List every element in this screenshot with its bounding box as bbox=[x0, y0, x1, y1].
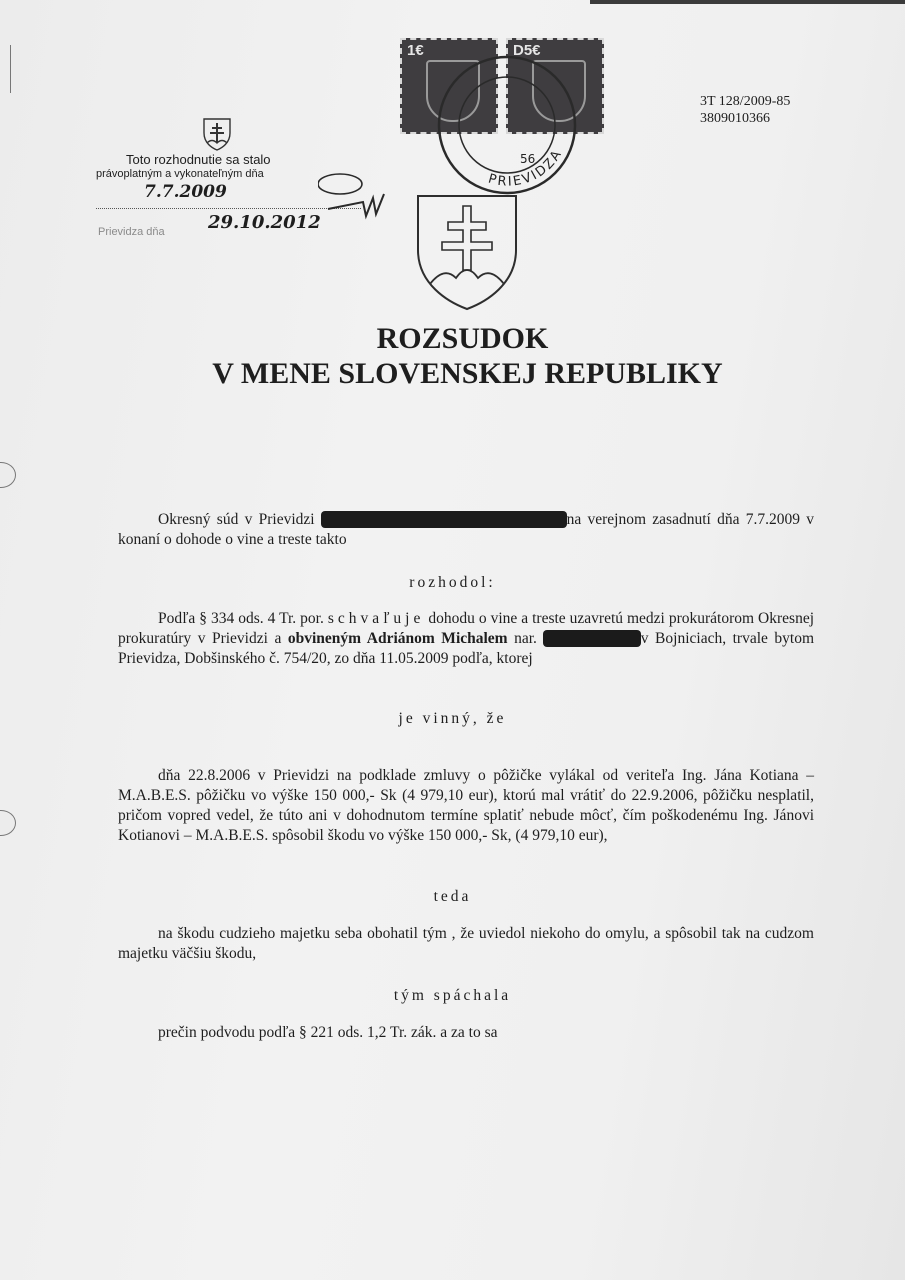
document-subtitle: V MENE SLOVENSKEJ REPUBLIKY bbox=[212, 357, 723, 390]
approval-text-c: nar. bbox=[514, 630, 537, 647]
facts-paragraph bbox=[118, 766, 814, 846]
offense-paragraph bbox=[118, 1023, 814, 1043]
validity-place-label: Prievidza dňa bbox=[98, 226, 165, 238]
small-coat-of-arms-icon bbox=[202, 117, 232, 151]
intro-text-a: Okresný súd v Prievidzi bbox=[158, 511, 315, 528]
margin-mark bbox=[10, 45, 15, 93]
intro-paragraph bbox=[118, 510, 814, 550]
validity-clause bbox=[88, 150, 388, 250]
file-number: 3809010366 bbox=[700, 111, 770, 126]
postmark-icon bbox=[425, 45, 585, 195]
thus-heading: teda bbox=[433, 888, 472, 905]
validity-date-handwritten: 7.7.2009 bbox=[144, 182, 227, 202]
postmark-number: 56 bbox=[520, 152, 536, 166]
thus-paragraph bbox=[118, 924, 814, 964]
intro-text-b: na verejnom zasadnutí dňa 7.7.2009 v konaní o dohode o vine a treste takto bbox=[118, 511, 815, 548]
background-edge bbox=[590, 0, 905, 4]
case-number: 3T 128/2009-85 bbox=[700, 94, 791, 109]
accused-name: obvineným Adriánom Michalem bbox=[287, 630, 508, 647]
redacted-judge-name bbox=[321, 511, 567, 528]
guilty-heading: je vinný, že bbox=[398, 710, 507, 727]
redacted-birth-date bbox=[543, 630, 640, 647]
case-number-block bbox=[700, 93, 790, 127]
coat-of-arms-icon bbox=[414, 192, 520, 312]
validity-line-2: právoplatným a vykonateľným dňa bbox=[96, 168, 264, 180]
thus-text: na škodu cudzieho majetku seba obohatil tým , že uviedol niekoho do omylu, a spôsobil tak na cudzom majetku väčšiu škodu, bbox=[118, 925, 814, 962]
approval-paragraph bbox=[118, 609, 814, 669]
facts-text: dňa 22.8.2006 v Prievidzi na podklade zmluvy o pôžičke vylákal od veriteľa Ing. Jána Kotiana – M.A.B.E.S. pôžičku vo výške 150 000,- Sk (4 979,10 eur), ktorú mal vrátiť do 22.9.2006, pôžičku nesplatil, pričom vopred vedel, že túto ani v dohodnutom termíne splatiť nebude môcť, čím poškodenému Ing. Jánovi Kotianovi – M.A.B.E.S. spôsobil škodu vo výške 150 000,- Sk, (4 979,10 eur), bbox=[118, 767, 814, 844]
punch-hole-top bbox=[0, 462, 16, 488]
offense-text: prečin podvodu podľa § 221 ods. 1,2 Tr. zák. a za to sa bbox=[158, 1024, 498, 1041]
approval-text-d: v Bojniciach, trvale bytom Prievidza, Dobšinského č. 754/20, zo dňa 11.05.2009 podľa, ktorej bbox=[118, 630, 815, 667]
document-title: ROZSUDOK bbox=[376, 322, 549, 355]
punch-hole-bottom bbox=[0, 810, 16, 836]
stamp-value-2: D5€ bbox=[513, 42, 541, 59]
approval-text-a: Podľa § 334 ods. 4 Tr. por. bbox=[158, 610, 324, 627]
stamp-value-1: 1€ bbox=[407, 42, 424, 59]
committed-heading: tým spáchala bbox=[393, 987, 512, 1004]
signature-icon bbox=[318, 164, 398, 224]
approval-text-b: dohodu o vine a treste uzavretú medzi prokurátorom Okresnej prokuratúry v Prievidzi a bbox=[118, 610, 815, 647]
issue-date-handwritten: 29.10.2012 bbox=[208, 212, 321, 233]
validity-line-1: Toto rozhodnutie sa stalo bbox=[126, 152, 271, 167]
decided-heading: rozhodol: bbox=[409, 574, 496, 591]
postmark-city: PRIEVIDZA bbox=[486, 146, 566, 190]
approval-verb: schvaľuje bbox=[327, 610, 425, 627]
